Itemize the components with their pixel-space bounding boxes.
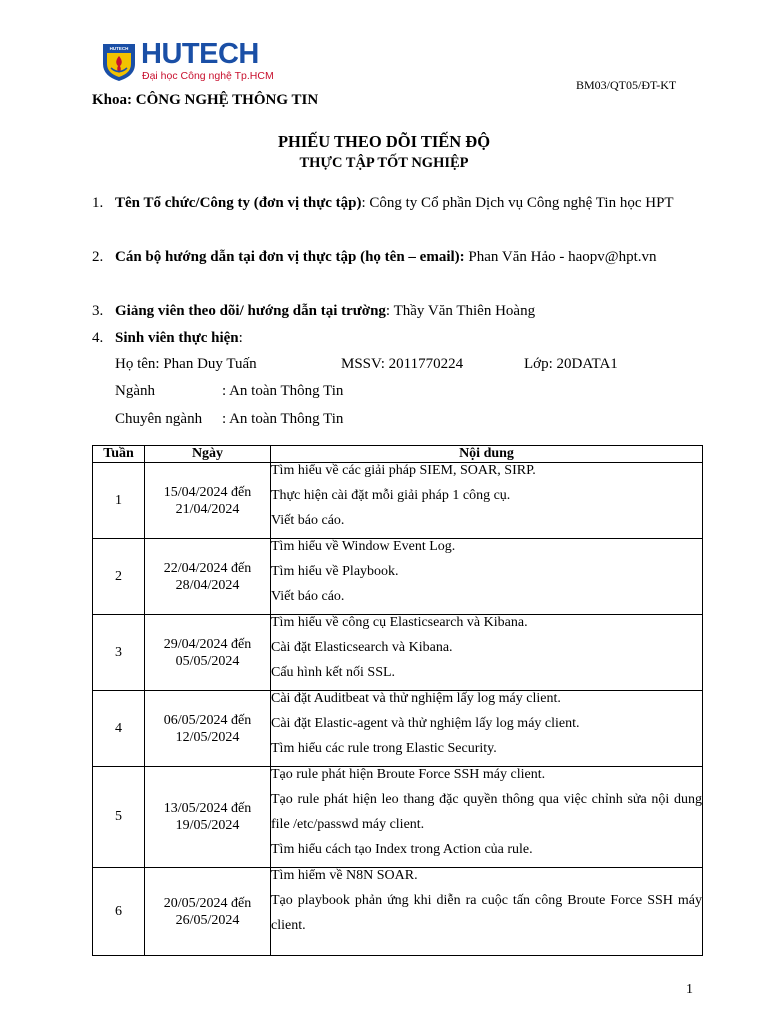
faculty-line	[92, 92, 318, 109]
cell-date	[145, 615, 271, 691]
document-subtitle: THỰC TẬP TỐT NGHIỆP	[299, 155, 469, 171]
cell-content	[271, 691, 703, 767]
task-item: Viết báo cáo.	[271, 513, 345, 528]
task-item: Tìm hiểu cách tạo Index trong Action của rule.	[271, 842, 533, 857]
student-id: MSSV: 2011770224	[341, 356, 464, 372]
task-item: Cài đặt Elasticsearch và Kibana.	[271, 640, 453, 655]
cell-date	[145, 691, 271, 767]
task-item: Tìm hiểu về Playbook.	[271, 564, 399, 579]
item-value: :	[238, 330, 243, 346]
student-class: Lớp: 20DATA1	[524, 356, 618, 372]
item-label: Sinh viên thực hiện	[115, 330, 239, 346]
item-number: 4.	[92, 330, 104, 346]
date-to: 19/05/2024	[175, 818, 240, 833]
cell-week: 3	[93, 615, 145, 691]
cell-week: 2	[93, 539, 145, 615]
date-to: 28/04/2024	[175, 577, 240, 593]
cell-date	[145, 463, 271, 539]
cell-week: 6	[93, 868, 145, 956]
date-to: 26/05/2024	[175, 912, 240, 928]
hutech-shield-icon	[101, 42, 137, 82]
table-row	[93, 615, 703, 691]
cell-content	[271, 615, 703, 691]
date-to: 05/05/2024	[175, 653, 240, 669]
task-item: Tìm hiểm về N8N SOAR.	[271, 868, 418, 883]
date-from: 20/05/2024 đến	[163, 895, 252, 911]
task-item: Viết báo cáo.	[271, 589, 345, 604]
table-header-row	[93, 446, 703, 463]
specialization-value: : An toàn Thông Tin	[222, 411, 344, 427]
task-item: Cấu hình kết nối SSL.	[271, 665, 396, 680]
faculty-label: Khoa:	[92, 92, 133, 108]
document-title: PHIẾU THEO DÕI TIẾN ĐỘ	[277, 132, 491, 151]
info-item-supervisor	[92, 244, 695, 271]
table-row	[93, 868, 703, 956]
cell-week: 4	[93, 691, 145, 767]
cell-content	[271, 868, 703, 956]
task-item: Cài đặt Auditbeat và thử nghiệm lấy log máy client.	[271, 691, 561, 706]
task-item: Tạo rule phát hiện Broute Force SSH máy client.	[271, 767, 546, 782]
date-from: 22/04/2024 đến	[163, 560, 252, 576]
task-item: Tạo playbook phản ứng khi diễn ra cuộc tấn công Broute Force SSH máy client.	[271, 893, 702, 933]
cell-week: 1	[93, 463, 145, 539]
item-value: Phan Văn Hảo - haopv@hpt.vn	[464, 249, 657, 265]
progress-table	[92, 445, 703, 956]
item-number: 2.	[92, 249, 104, 265]
task-item: Tạo rule phát hiện leo thang đặc quyền thông qua việc chỉnh sửa nội dung file /etc/passwd máy client.	[271, 792, 702, 832]
item-number: 3.	[92, 303, 104, 319]
table-row	[93, 539, 703, 615]
table-row	[93, 767, 703, 868]
item-label: Cán bộ hướng dẫn tại đơn vị thực tập (họ tên – email):	[115, 249, 465, 265]
hutech-logo	[101, 38, 274, 84]
date-to: 21/04/2024	[175, 501, 240, 517]
item-value: : Thầy Văn Thiên Hoàng	[385, 303, 536, 319]
cell-week: 5	[93, 767, 145, 868]
cell-content	[271, 767, 703, 868]
logo-shield-text: HUTECH	[109, 46, 129, 51]
task-item: Tìm hiểu về các giải pháp SIEM, SOAR, SIRP.	[271, 463, 536, 478]
info-item-student	[92, 325, 695, 352]
item-value: : Công ty Cổ phần Dịch vụ Công nghệ Tin học HPT	[361, 195, 674, 211]
task-item: Tìm hiểu về Window Event Log.	[271, 539, 456, 554]
date-from: 06/05/2024 đến	[163, 712, 252, 728]
info-item-lecturer	[92, 298, 695, 325]
date-from: 29/04/2024 đến	[163, 636, 252, 652]
faculty-name: CÔNG NGHỆ THÔNG TIN	[135, 92, 319, 108]
logo-name: HUTECH	[141, 38, 259, 70]
task-item: Tìm hiểu các rule trong Elastic Security.	[271, 741, 497, 756]
form-code: BM03/QT05/ĐT-KT	[576, 78, 677, 92]
item-number: 1.	[92, 195, 104, 211]
info-item-organization	[92, 190, 695, 217]
student-name: Họ tên: Phan Duy Tuấn	[115, 356, 257, 372]
header-content: Nội dung	[271, 446, 703, 463]
task-item: Thực hiện cài đặt mỗi giải pháp 1 công cụ.	[271, 488, 511, 503]
cell-date	[145, 767, 271, 868]
table-row	[93, 691, 703, 767]
major-label: Ngành	[115, 383, 155, 399]
cell-content	[271, 463, 703, 539]
cell-content	[271, 539, 703, 615]
cell-date	[145, 868, 271, 956]
header-date: Ngày	[145, 446, 271, 463]
item-label: Tên Tổ chức/Công ty (đơn vị thực tập)	[115, 195, 362, 211]
task-item: Tìm hiểu về công cụ Elasticsearch và Kibana.	[271, 615, 528, 630]
table-row	[93, 463, 703, 539]
major-value: : An toàn Thông Tin	[222, 383, 344, 399]
date-from: 15/04/2024 đến	[163, 484, 252, 500]
date-from: 13/05/2024 đến	[163, 801, 252, 816]
date-to: 12/05/2024	[175, 729, 240, 745]
specialization-label: Chuyên ngành	[115, 411, 203, 427]
logo-subtitle: Đại học Công nghệ Tp.HCM	[142, 70, 274, 82]
task-item: Cài đặt Elastic-agent và thử nghiệm lấy log máy client.	[271, 716, 580, 731]
cell-date	[145, 539, 271, 615]
item-label: Giảng viên theo dõi/ hướng dẫn tại trường	[115, 303, 386, 319]
header-week: Tuần	[93, 446, 145, 463]
page-number: 1	[686, 982, 693, 997]
